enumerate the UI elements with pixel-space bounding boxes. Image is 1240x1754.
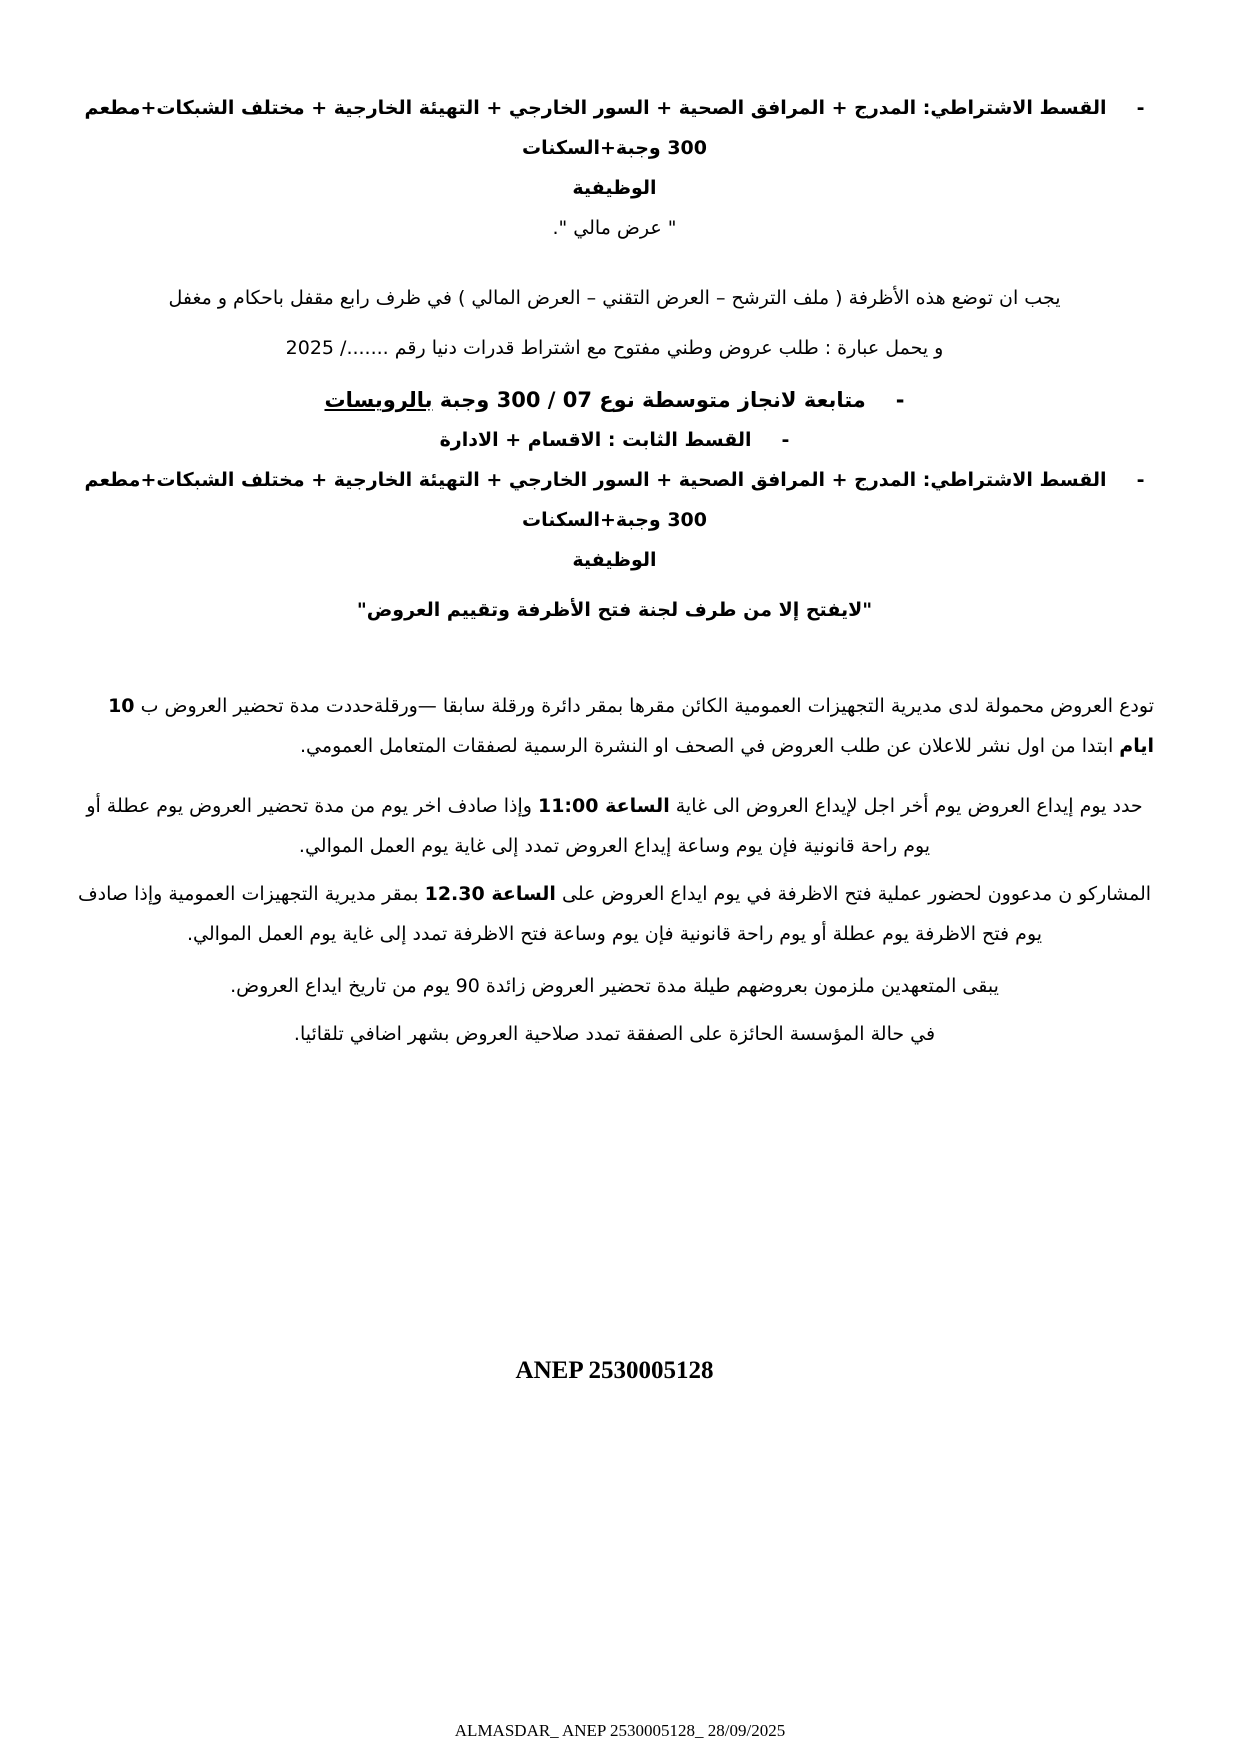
- list-dash-marker: -: [895, 388, 905, 412]
- list-dash-marker: -: [1136, 97, 1145, 119]
- opening-paragraph: المشاركو ن مدعوون لحضور عملية فتح الاظرفة في يوم ايداع العروض على الساعة 12.30 بمقر مديرية التجهيزات العمومية وإذا صادف يوم فتح الاظرفة يوم عطلة أو يوم راحة قانونية فإن يوم وساعة فتح الاظرفة تمدد إلى غاية يوم العمل الموالي.: [77, 883, 1152, 945]
- confidentiality-notice: "لايفتح إلا من طرف لجنة فتح الأظرفة وتقييم العروض": [356, 599, 873, 621]
- conditional-lot-line2: الوظيفية: [572, 177, 657, 199]
- list-dash-marker: -: [1136, 469, 1145, 491]
- extension-paragraph: في حالة المؤسسة الحائزة على الصفقة تمدد صلاحية العروض بشهر اضافي تلقائيا.: [293, 1023, 936, 1045]
- project-title: [75, 380, 1154, 420]
- conditional-lot-2-line2: الوظيفية: [572, 549, 657, 571]
- fixed-lot-text: القسط الثابت : الاقسام + الادارة: [439, 429, 752, 451]
- project-title-text: متابعة لانجاز متوسطة نوع 07 / 300 وجبة بالرويسات: [324, 388, 866, 412]
- conditional-lot-line1: القسط الاشتراطي: المدرج + المرافق الصحية + السور الخارجي + التهيئة الخارجية + مختلف الشبكات+مطعم 300 وجبة+السكنات: [84, 97, 1107, 159]
- footer-credit: ALMASDAR_ ANEP 2530005128_ 28/09/2025: [454, 1721, 786, 1740]
- conditional-lot-2-line1: القسط الاشتراطي: المدرج + المرافق الصحية + السور الخارجي + التهيئة الخارجية + مختلف الشبكات+مطعم 300 وجبة+السكنات: [84, 469, 1107, 531]
- anep-number: ANEP 2530005128: [515, 1357, 714, 1384]
- deadline-paragraph: حدد يوم إيداع العروض يوم أخر اجل لإيداع العروض الى غاية الساعة 11:00 وإذا صادف اخر يوم من مدة تحضير العروض يوم عطلة أو يوم راحة قانونية فإن يوم وساعة إيداع العروض تمدد إلى غاية يوم العمل الموالي.: [86, 795, 1143, 857]
- submission-paragraph: تودع العروض محمولة لدى مديرية التجهيزات العمومية الكائن مقرها بمقر دائرة ورقلة سابقا —ورقلةحددت مدة تحضير العروض ب 10 ايام ابتدا من اول نشر للاعلان عن طلب العروض في الصحف او النشرة الرسمية لصفقات المتعامل العمومي.: [108, 695, 1154, 757]
- envelope-instruction: يجب ان توضع هذه الأظرفة ( ملف الترشح – العرض التقني – العرض المالي ) في ظرف رابع مقفل باحكام و مغفل: [168, 287, 1061, 309]
- fixed-lot-item: [75, 420, 1154, 460]
- conditional-lot-item: [75, 88, 1154, 208]
- conditional-lot-item-2: [75, 460, 1154, 580]
- validity-paragraph: يبقى المتعهدين ملزمون بعروضهم طيلة مدة تحضير العروض زائدة 90 يوم من تاريخ ايداع العروض.: [230, 975, 999, 997]
- envelope-marking-line: و يحمل عبارة : طلب عروض وطني مفتوح مع اشتراط قدرات دنيا رقم ......./ 2025: [285, 337, 944, 359]
- financial-offer-line: " عرض مالي ".: [552, 217, 677, 239]
- list-dash-marker: -: [781, 429, 790, 451]
